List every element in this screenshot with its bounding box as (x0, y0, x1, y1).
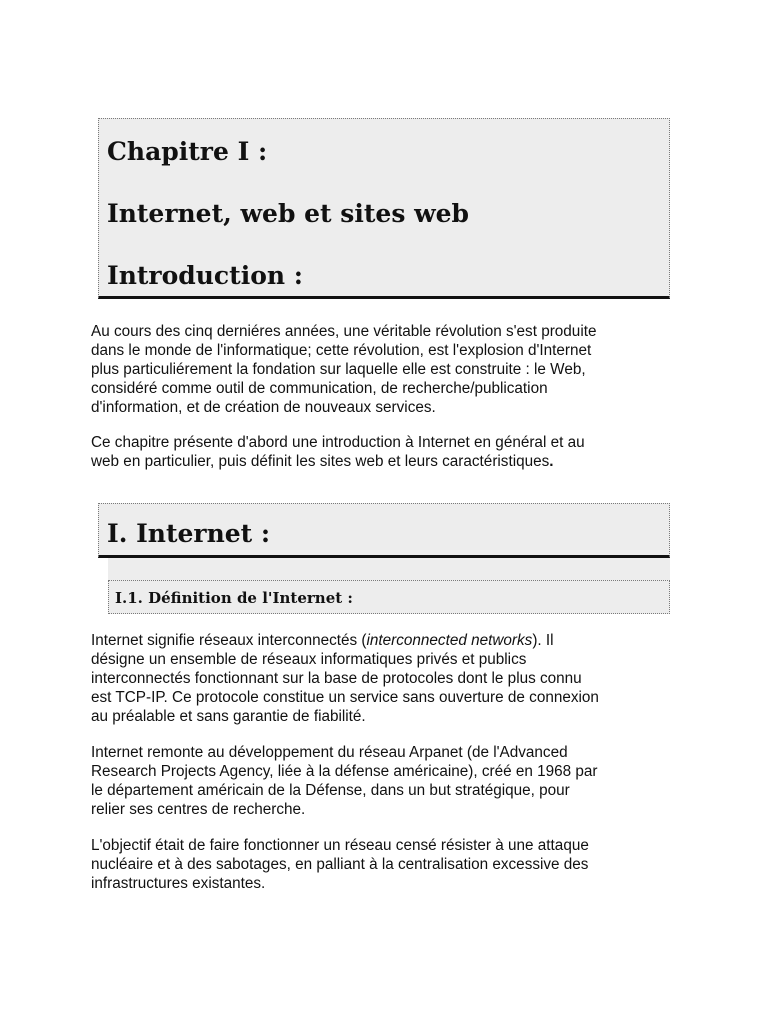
text-line: plus particuliérement la fondation sur laquelle elle est construite : le Web, (91, 361, 586, 378)
heading-spacer (108, 558, 670, 580)
subsection-heading-box (108, 580, 670, 614)
introduction-heading: Introduction : (107, 261, 303, 290)
chapter-label: Chapitre I : (107, 137, 268, 166)
subsection-heading: I.1. Définition de l'Internet : (115, 589, 353, 607)
intro-paragraph-1 (91, 322, 681, 417)
text-line: désigne un ensemble de réseaux informatiques privés et publics (91, 651, 527, 668)
text-line: Research Projects Agency, liée à la défense américaine), créé en 1968 par (91, 763, 598, 780)
definition-paragraph-2 (91, 743, 681, 819)
text-fragment: Internet signifie réseaux interconnectés ( (91, 632, 367, 649)
text-line: interconnectés fonctionnant sur la base de protocoles dont le plus connu (91, 670, 582, 687)
text-line: nucléaire et à des sabotages, en palliant à la centralisation excessive des (91, 856, 589, 873)
text-line: Au cours des cinq derniéres années, une véritable révolution s'est produite (91, 323, 597, 340)
chapter-title: Internet, web et sites web (107, 199, 470, 228)
section-heading: I. Internet : (107, 519, 271, 548)
chapter-heading-box (98, 118, 670, 299)
text-fragment: web en particulier, puis définit les sites web et leurs caractéristiques (91, 453, 550, 470)
text-line: Ce chapitre présente d'abord une introduction à Internet en général et au (91, 434, 585, 451)
text-line: d'information, et de création de nouveaux services. (91, 399, 436, 416)
text-line: considéré comme outil de communication, de recherche/publication (91, 380, 548, 397)
text-fragment: ). Il (532, 632, 554, 649)
text-line: le département américain de la Défense, dans un but stratégique, pour (91, 782, 570, 799)
text-line: dans le monde de l'informatique; cette révolution, est l'explosion d'Internet (91, 342, 592, 359)
intro-paragraph-2 (91, 433, 681, 471)
text-line: est TCP-IP. Ce protocole constitue un service sans ouverture de connexion (91, 689, 599, 706)
bold-period: . (549, 453, 554, 470)
definition-paragraph-3 (91, 836, 681, 893)
definition-paragraph-1 (91, 631, 681, 726)
text-line: infrastructures existantes. (91, 875, 266, 892)
text-line (91, 452, 681, 471)
text-line (91, 631, 681, 650)
text-line: au préalable et sans garantie de fiabilité. (91, 708, 366, 725)
text-line: L'objectif était de faire fonctionner un réseau censé résister à une attaque (91, 837, 589, 854)
text-line: Internet remonte au développement du réseau Arpanet (de l'Advanced (91, 744, 568, 761)
text-line: relier ses centres de recherche. (91, 801, 306, 818)
italic-term: interconnected networks (366, 632, 533, 649)
section-heading-box (98, 503, 670, 558)
